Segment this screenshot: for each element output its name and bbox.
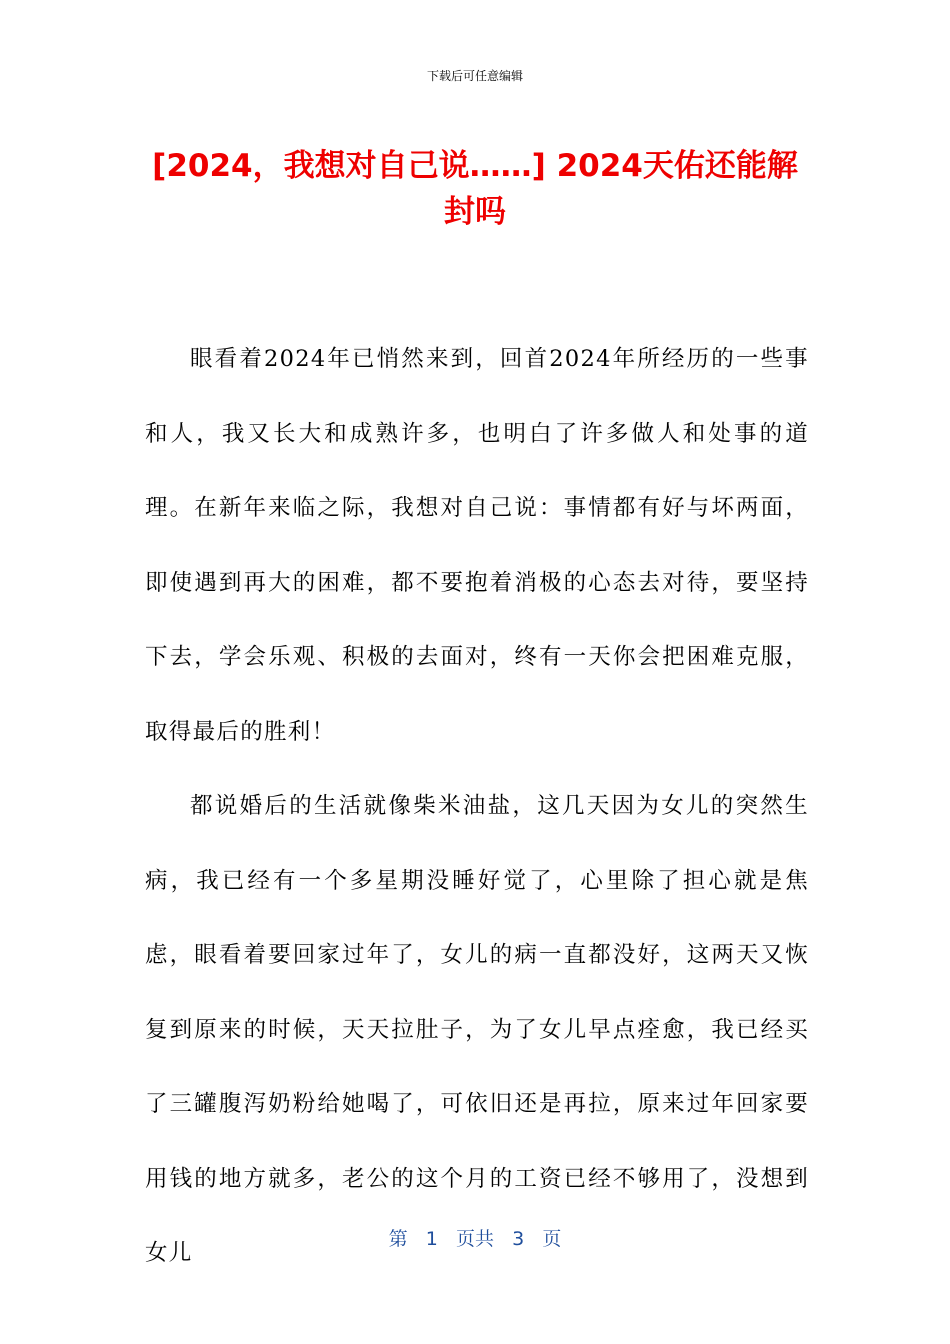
footer-suffix: 页	[542, 1228, 562, 1250]
total-pages-number: 3	[512, 1228, 525, 1250]
footer-middle: 页共	[455, 1228, 494, 1250]
footer-prefix: 第	[388, 1228, 408, 1250]
paragraph-1: 眼看着2024年已悄然来到，回首2024年所经历的一些事和人，我又长大和成熟许多，也明白了许多做人和处事的道理。在新年来临之际，我想对自己说：事情都有好与坏两面，即使遇到再大的困难，都不要抱着消极的心态去对待，要坚持下去，学会乐观、积极的去面对，终有一天你会把困难克服，取得最后的胜利！	[145, 346, 809, 745]
header-note: 下载后可任意编辑	[426, 69, 523, 83]
document-body	[145, 322, 809, 1291]
paragraph-2: 都说婚后的生活就像柴米油盐，这几天因为女儿的突然生病，我已经有一个多星期没睡好觉了，心里除了担心就是焦虑，眼看着要回家过年了，女儿的病一直都没好，这两天又恢复到原来的时候，天天拉肚子，为了女儿早点痊愈，我已经买了三罐腹泻奶粉给她喝了，可依旧还是再拉，原来过年回家要用钱的地方就多，老公的这个月的工资已经不够用了，没想到女儿	[145, 793, 809, 1266]
current-page-number: 1	[425, 1228, 438, 1250]
document-title: [2024，我想对自己说……] 2024天佑还能解封吗	[152, 148, 798, 230]
page-footer	[0, 1226, 950, 1252]
